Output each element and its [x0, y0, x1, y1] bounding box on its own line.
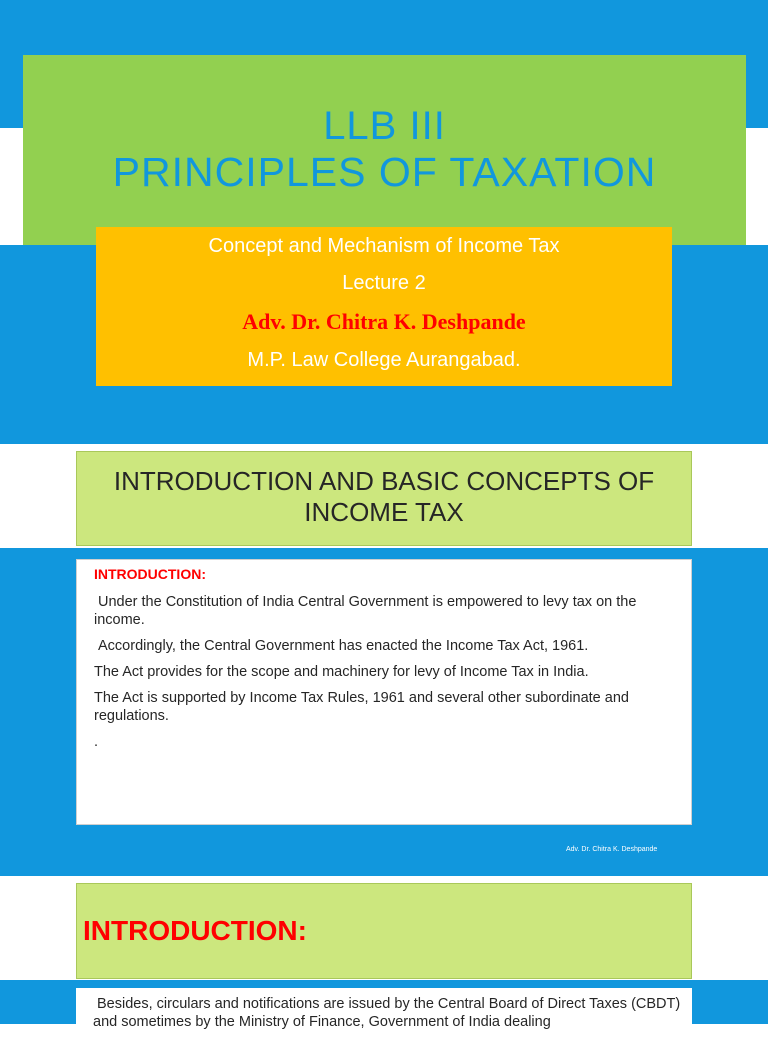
slide3-content: Besides, circulars and notifications are issued by the Central Board of Direct Taxes (CBDT) and sometimes by the Ministry of Finance, Government of India dealing [76, 988, 692, 1048]
slide-footer: Adv. Dr. Chitra K. Deshpande [566, 846, 658, 853]
slide3-heading [76, 883, 692, 979]
slide2-heading [76, 451, 692, 546]
paragraph: . [94, 734, 99, 750]
course-title: LLB III [323, 104, 446, 148]
slide2-heading-line1: INTRODUCTION AND BASIC CONCEPTS OF [113, 466, 655, 496]
slide2-content [76, 559, 692, 825]
slide1-title-box [23, 55, 746, 245]
author-name: Adv. Dr. Chitra K. Deshpande [242, 309, 526, 334]
paragraph: Under the Constitution of India Central Government is empowered to levy tax on the income. [94, 594, 637, 628]
subtitle: Concept and Mechanism of Income Tax [208, 235, 560, 257]
slide2-heading-line2: INCOME TAX [304, 497, 464, 527]
paragraph: The Act is supported by Income Tax Rules, 1961 and several other subordinate and regulations. [94, 690, 629, 724]
slide3-heading-text: INTRODUCTION: [83, 915, 307, 946]
paragraph: The Act provides for the scope and machinery for levy of Income Tax in India. [94, 664, 589, 680]
lecture-number: Lecture 2 [342, 272, 426, 294]
paragraph: Accordingly, the Central Government has enacted the Income Tax Act, 1961. [98, 638, 589, 654]
college-name: M.P. Law College Aurangabad. [247, 349, 521, 371]
presentation-title: PRINCIPLES OF TAXATION [112, 149, 657, 195]
slide1-subtitle-box [96, 227, 672, 386]
intro-label: INTRODUCTION: [94, 566, 206, 582]
